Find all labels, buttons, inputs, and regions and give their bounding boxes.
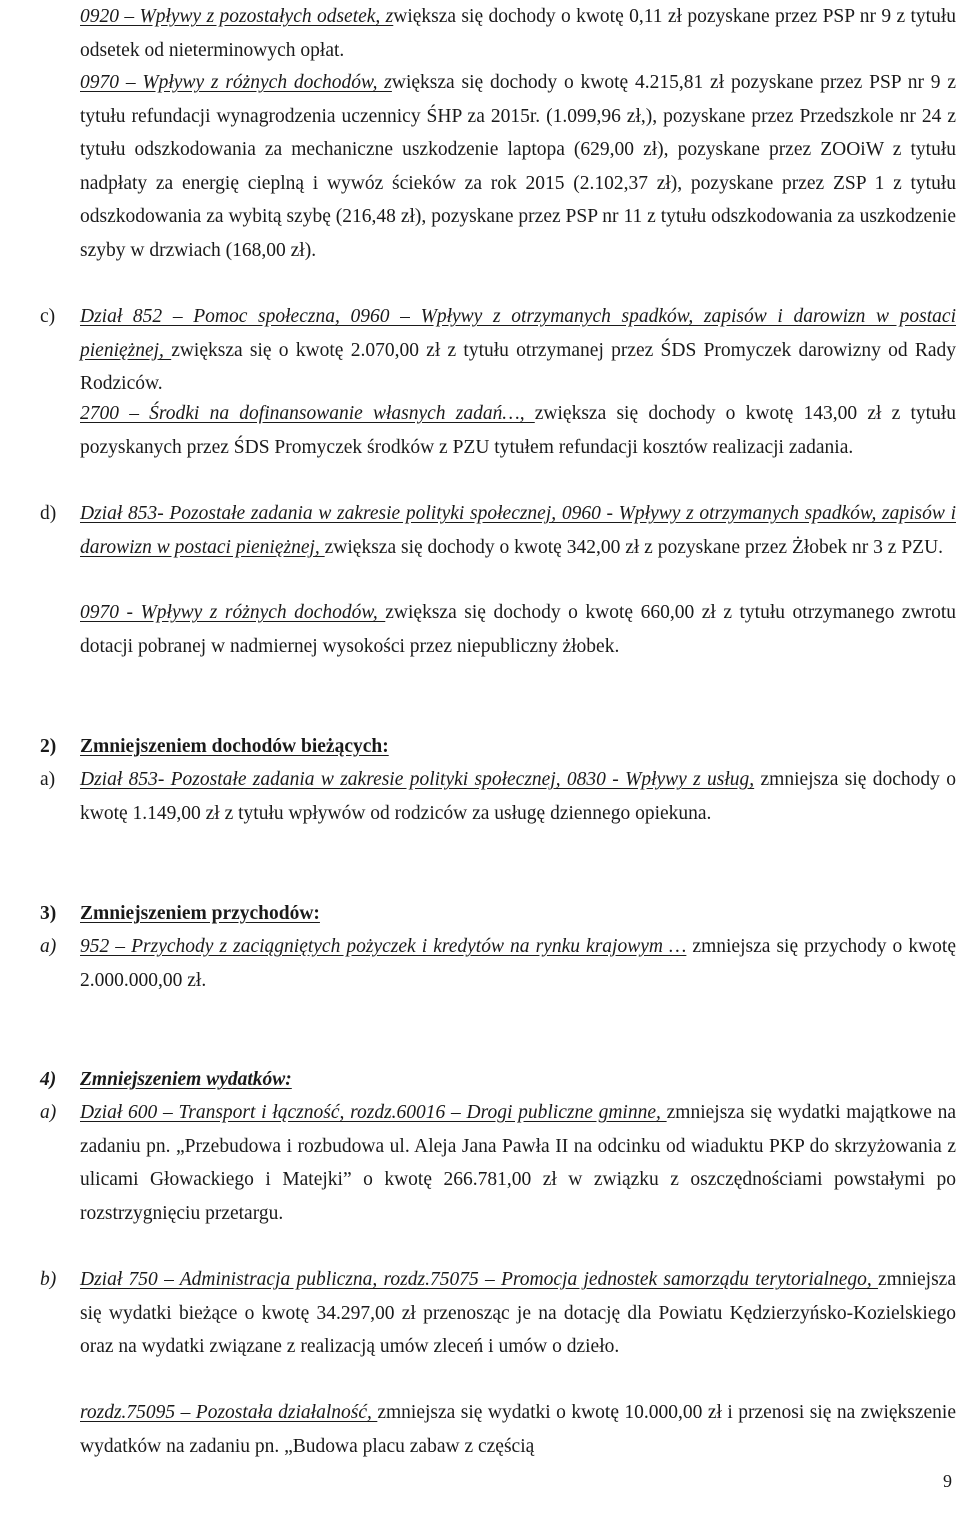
underlined-classification-text: 2700 – Środki na dofinansowanie własnych zadań…, <box>80 403 535 424</box>
list-label: a) <box>40 1102 57 1123</box>
para-a-952-przychody <box>40 930 956 997</box>
underlined-classification-text: 0920 – Wpływy z pozostałych odsetek, z <box>80 6 394 27</box>
body-text: większa się dochody o kwotę 4.215,81 zł pozyskane przez PSP nr 9 z tytułu refundacji wynagrodzenia uczennicy ŚHP za 2015r. (1.099,96 zł,), pozyskane przez Przedszkole nr 24 z tytułu odszkodowania za mechaniczne uszkodzenie laptopa (629,00 zł), pozyskane przez ZOOiW z tytułu nadpłaty za energię cieplną i wywóz ścieków za rok 2015 (2.102,37 zł), pozyskane przez ZSP 1 z tytułu odszkodowania za wybitą szybę (216,48 zł), pozyskane przez PSP nr 11 z tytułu odszkodowania za uszkodzenie szyby w drzwiach (168,00 zł). <box>80 72 957 261</box>
underlined-classification-text: 0970 - Wpływy z różnych dochodów, <box>80 602 386 623</box>
page-number: 9 <box>943 1471 952 1491</box>
para-d-dzial-853 <box>40 497 956 564</box>
underlined-classification-text: Zmniejszeniem przychodów: <box>80 903 320 924</box>
body-text: zwiększa się dochody o kwotę 660,00 zł z tytułu otrzymanego zwrotu dotacji pobranej w nadmiernej wysokości przez niepubliczny żłobek. <box>80 602 956 657</box>
para-a-dzial-853-uslugi <box>40 763 956 830</box>
heading-4-wydatki <box>40 1063 956 1097</box>
list-label: 4) <box>40 1069 57 1090</box>
body-text: zmniejsza się wydatki o kwotę 10.000,00 zł i przenosi się na zwiększenie wydatków na zadaniu pn. „Budowa placu zabaw z częścią <box>80 1402 956 1457</box>
para-0970-zwrot-dotacji <box>80 596 956 663</box>
body-text: zwiększa się dochody o kwotę 342,00 zł z pozyskane przez Żłobek nr 3 z PZU. <box>324 536 944 558</box>
para-rozdz-75095 <box>80 1396 956 1463</box>
body-text: zmniejsza się przychody o kwotę 2.000.000,00 zł. <box>80 936 956 991</box>
underlined-classification-text: 0970 – Wpływy z różnych dochodów, z <box>80 72 392 93</box>
underlined-classification-text: Dział 750 – Administracja publiczna, rozdz.75075 – Promocja jednostek samorządu terytorialnego, <box>80 1269 879 1290</box>
underlined-classification-text: 952 – Przychody z zaciągniętych pożyczek i kredytów na rynku krajowym … <box>80 936 687 957</box>
underlined-classification-text: Zmniejszeniem wydatków: <box>80 1069 292 1090</box>
body-text: większa się dochody o kwotę 0,11 zł pozyskane przez PSP nr 9 z tytułu odsetek od nieterminowych opłat. <box>80 6 956 61</box>
body-text: zwiększa się dochody o kwotę 143,00 zł z tytułu pozyskanych przez ŚDS Promyczek środków z PZU tytułem refundacji kosztów realizacji zadania. <box>80 403 956 458</box>
list-label: b) <box>40 1269 57 1290</box>
body-text: zwiększa się o kwotę 2.070,00 zł z tytułu otrzymanej przez ŚDS Promyczek darowizny od Rady Rodziców. <box>80 339 957 394</box>
body-text: zmniejsza się dochody o kwotę 1.149,00 zł z tytułu wpływów od rodziców za usługę dziennego opiekuna. <box>80 769 956 824</box>
list-label: a) <box>40 936 57 957</box>
underlined-classification-text: Dział 853- Pozostałe zadania w zakresie polityki społecznej, 0830 - Wpływy z usług, <box>80 769 755 790</box>
para-b-dzial-750 <box>40 1263 956 1364</box>
underlined-classification-text: Dział 600 – Transport i łączność, rozdz.60016 – Drogi publiczne gminne, <box>80 1102 667 1123</box>
underlined-classification-text: Zmniejszeniem dochodów bieżących: <box>80 736 389 757</box>
para-a-dzial-600 <box>40 1096 956 1230</box>
list-label: 2) <box>40 736 57 757</box>
heading-2-dochody-biezace <box>40 730 956 764</box>
para-c-dzial-852 <box>40 300 957 401</box>
para-0920-odsetki <box>80 0 956 67</box>
list-label: c) <box>40 306 56 327</box>
underlined-classification-text: rozdz.75095 – Pozostała działalność, <box>80 1402 378 1423</box>
list-label: d) <box>40 503 57 524</box>
heading-3-przychody <box>40 897 956 931</box>
underlined-classification-text: Dział 852 – Pomoc społeczna, 0960 – Wpływy z otrzymanych spadków, zapisów i darowizn w postaci pieniężnej, <box>80 306 956 361</box>
para-0970-wplywy <box>80 66 956 267</box>
body-text: zmniejsza się wydatki bieżące o kwotę 34.297,00 zł przenosząc je na dotację dla Powiatu Kędzierzyńsko-Kozielskiego oraz na wydatki związane z realizacją umów zleceń i umów o dzieło. <box>80 1269 956 1357</box>
list-label: a) <box>40 769 56 790</box>
list-label: 3) <box>40 903 57 924</box>
para-2700-srodki <box>80 397 956 464</box>
body-text: zmniejsza się wydatki majątkowe na zadaniu pn. „Przebudowa i rozbudowa ul. Aleja Jana Pawła II na odcinku od wiaduktu PKP do skrzyżowania z ulicami Głowackiego i Matejki” o kwotę 266.781,00 zł w związku z oszczędnościami powstałymi po rozstrzygnięciu przetargu. <box>80 1102 956 1224</box>
underlined-classification-text: Dział 853- Pozostałe zadania w zakresie polityki społecznej, 0960 - Wpływy z otrzymanych spadków, zapisów i darowizn w postaci pieniężnej, <box>80 503 956 558</box>
